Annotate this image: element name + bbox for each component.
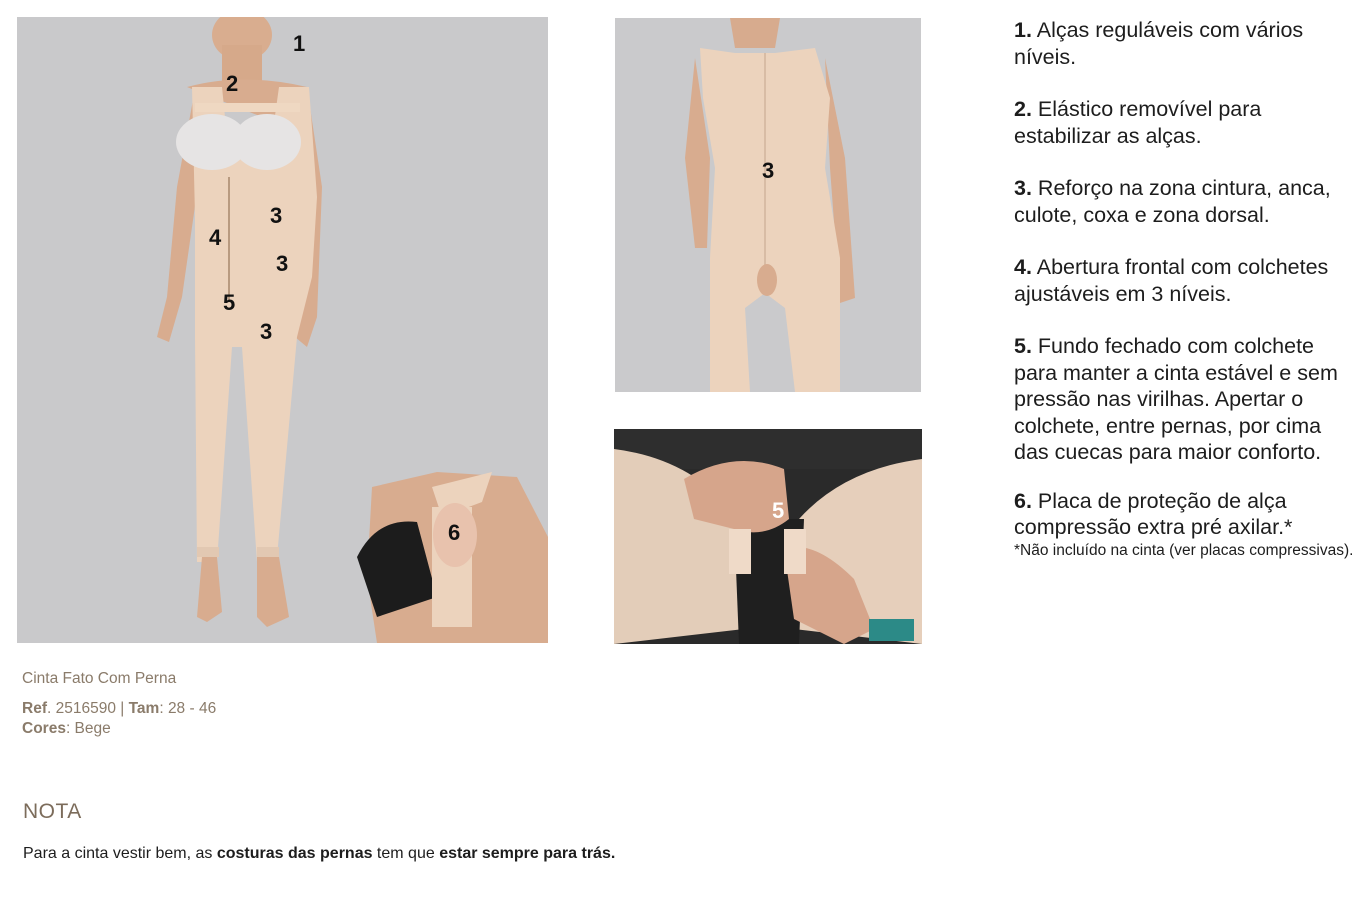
feature-list bbox=[1014, 17, 1354, 587]
callout-front-3c: 3 bbox=[260, 319, 273, 344]
product-colors-line: Cores: Bege bbox=[22, 720, 111, 737]
callout-front-1: 1 bbox=[293, 31, 306, 56]
front-view-photo bbox=[17, 17, 548, 643]
closure-closeup-photo bbox=[614, 429, 922, 644]
callout-back-3: 3 bbox=[762, 158, 775, 183]
callout-front-5: 5 bbox=[223, 290, 236, 315]
note-heading: NOTA bbox=[23, 800, 82, 823]
product-info bbox=[22, 669, 216, 739]
callout-closeup-5: 5 bbox=[772, 498, 785, 523]
feature-6-footnote: *Não incluído na cinta (ver placas compressivas). bbox=[1014, 541, 1354, 559]
feature-4: 4. Abertura frontal com colchetes ajustáveis em 3 níveis. bbox=[1014, 255, 1329, 306]
callout-front-3a: 3 bbox=[270, 203, 283, 228]
feature-2: 2. Elástico removível para estabilizar as alças. bbox=[1014, 97, 1262, 148]
feature-6: 6. Placa de proteção de alça compressão extra pré axilar.* *Não incluído na cinta (ver placas compressivas). bbox=[1014, 488, 1354, 559]
feature-1: 1. Alças reguláveis com vários níveis. bbox=[1014, 18, 1304, 69]
callout-front-3b: 3 bbox=[276, 251, 289, 276]
callout-front-4: 4 bbox=[209, 225, 222, 250]
product-ref-line: Ref. 2516590 | Tam: 28 - 46 bbox=[22, 700, 217, 717]
callout-front-2: 2 bbox=[226, 71, 239, 96]
feature-3: 3. Reforço na zona cintura, anca, culote, coxa e zona dorsal. bbox=[1014, 176, 1331, 227]
back-view-photo bbox=[615, 18, 921, 392]
note-text: Para a cinta vestir bem, as costuras das pernas tem que estar sempre para trás. bbox=[23, 845, 616, 862]
callout-strap-6: 6 bbox=[448, 520, 461, 545]
product-title: Cinta Fato Com Perna bbox=[22, 670, 177, 687]
feature-5: 5. Fundo fechado com colchete para manter a cinta estável e sem pressão nas virilhas. Apertar o colchete, entre pernas, por cima das cuecas para maior conforto. bbox=[1014, 334, 1338, 464]
